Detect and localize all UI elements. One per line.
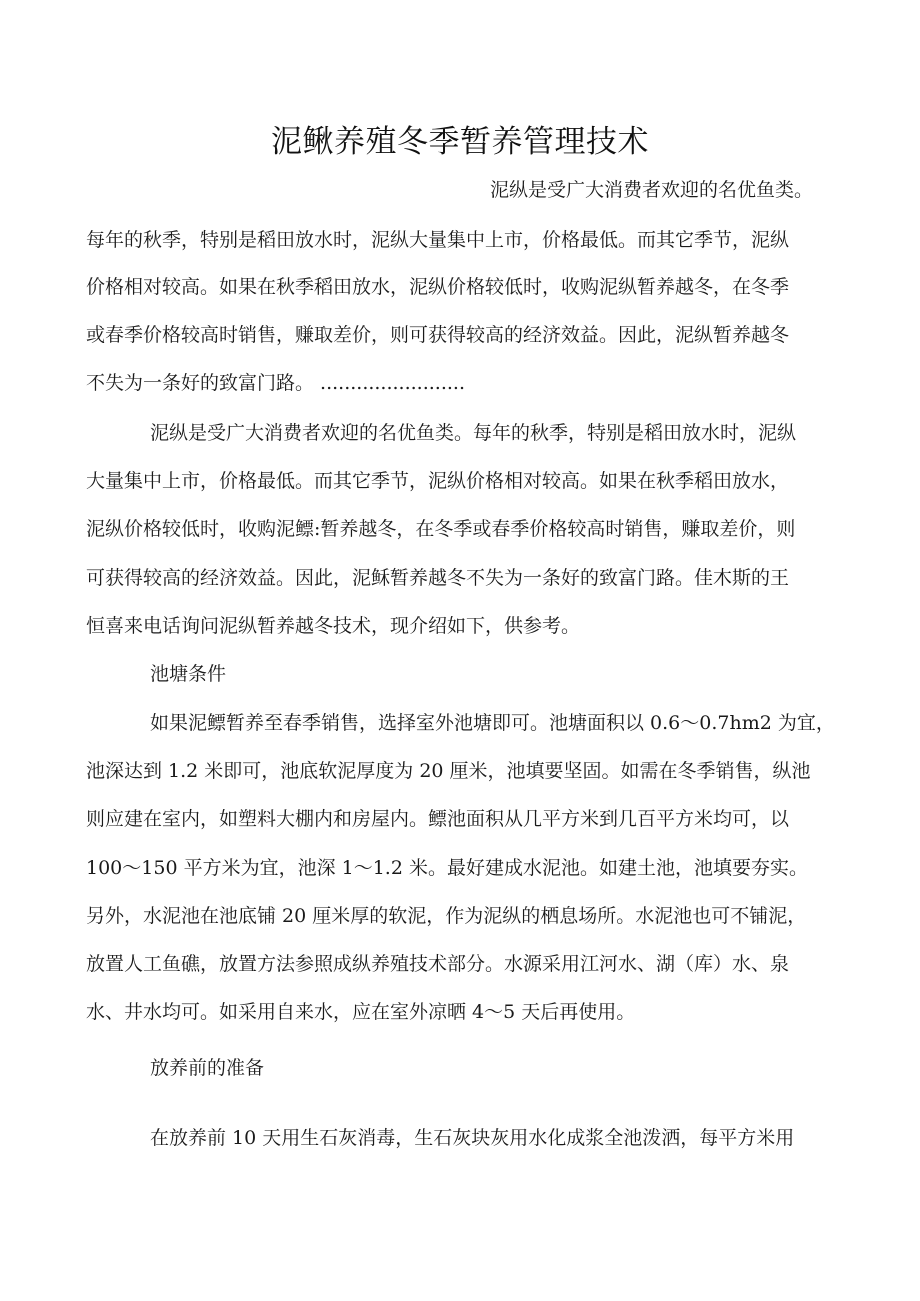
intro-lead-line: 泥纵是受广大消费者欢迎的名优鱼类。 (490, 179, 814, 201)
intro-line: 每年的秋季，特别是稻田放水时，泥纵大量集中上市，价格最低。而其它季节，泥纵 (86, 229, 790, 251)
paragraph-line: 100～150 平方米为宜，池深 1～1.2 米。最好建成水泥池。如建土池，池填要夯实。 (86, 857, 808, 879)
section-heading-pond: 池塘条件 (150, 663, 227, 685)
intro-line: 或春季价格较高时销售，赚取差价，则可获得较高的经济效益。因此，泥纵暂养越冬 (86, 324, 790, 346)
intro-line: 不失为一条好的致富门路。 ........................ (86, 372, 465, 394)
paragraph-line: 泥纵价格较低时，收购泥鳔:暂养越冬，在冬季或春季价格较高时销售，赚取差价，则 (86, 518, 796, 540)
paragraph-line: 泥纵是受广大消费者欢迎的名优鱼类。每年的秋季，特别是稻田放水时，泥纵 (150, 422, 797, 444)
paragraph-line: 放置人工鱼礁，放置方法参照成纵养殖技术部分。水源采用江河水、湖（库）水、泉 (86, 953, 790, 975)
paragraph-line: 恒喜来电话询问泥纵暂养越冬技术，现介绍如下，供参考。 (86, 615, 581, 637)
paragraph-line: 水、井水均可。如采用自来水，应在室外凉晒 4～5 天后再使用。 (86, 1001, 636, 1023)
paragraph-line: 池深达到 1.2 米即可，池底软泥厚度为 20 厘米，池填要坚固。如需在冬季销售，纵池 (86, 760, 811, 782)
paragraph-line: 大量集中上市，价格最低。而其它季节，泥纵价格相对较高。如果在秋季稻田放水， (86, 470, 790, 492)
paragraph-line: 在放养前 10 天用生石灰消毒，生石灰块灰用水化成浆全池泼洒，每平方米用 (150, 1127, 795, 1149)
paragraph-line: 可获得较高的经济效益。因此，泥稣暂养越冬不失为一条好的致富门路。佳木斯的王 (86, 567, 790, 589)
paragraph-line: 另外，水泥池在池底铺 20 厘米厚的软泥，作为泥纵的栖息场所。水泥池也可不铺泥， (86, 905, 807, 927)
section-heading-prep: 放养前的准备 (150, 1057, 265, 1079)
intro-line: 价格相对较高。如果在秋季稻田放水，泥纵价格较低时，收购泥纵暂养越冬，在冬季 (86, 276, 790, 298)
paragraph-line: 如果泥鳔暂养至春季销售，选择室外池塘即可。池塘面积以 0.6～0.7hm2 为宜， (150, 712, 835, 734)
paragraph-line: 则应建在室内，如塑料大棚内和房屋内。鳔池面积从几平方米到几百平方米均可，以 (86, 808, 790, 830)
document-title: 泥鳅养殖冬季暂养管理技术 (271, 124, 649, 160)
